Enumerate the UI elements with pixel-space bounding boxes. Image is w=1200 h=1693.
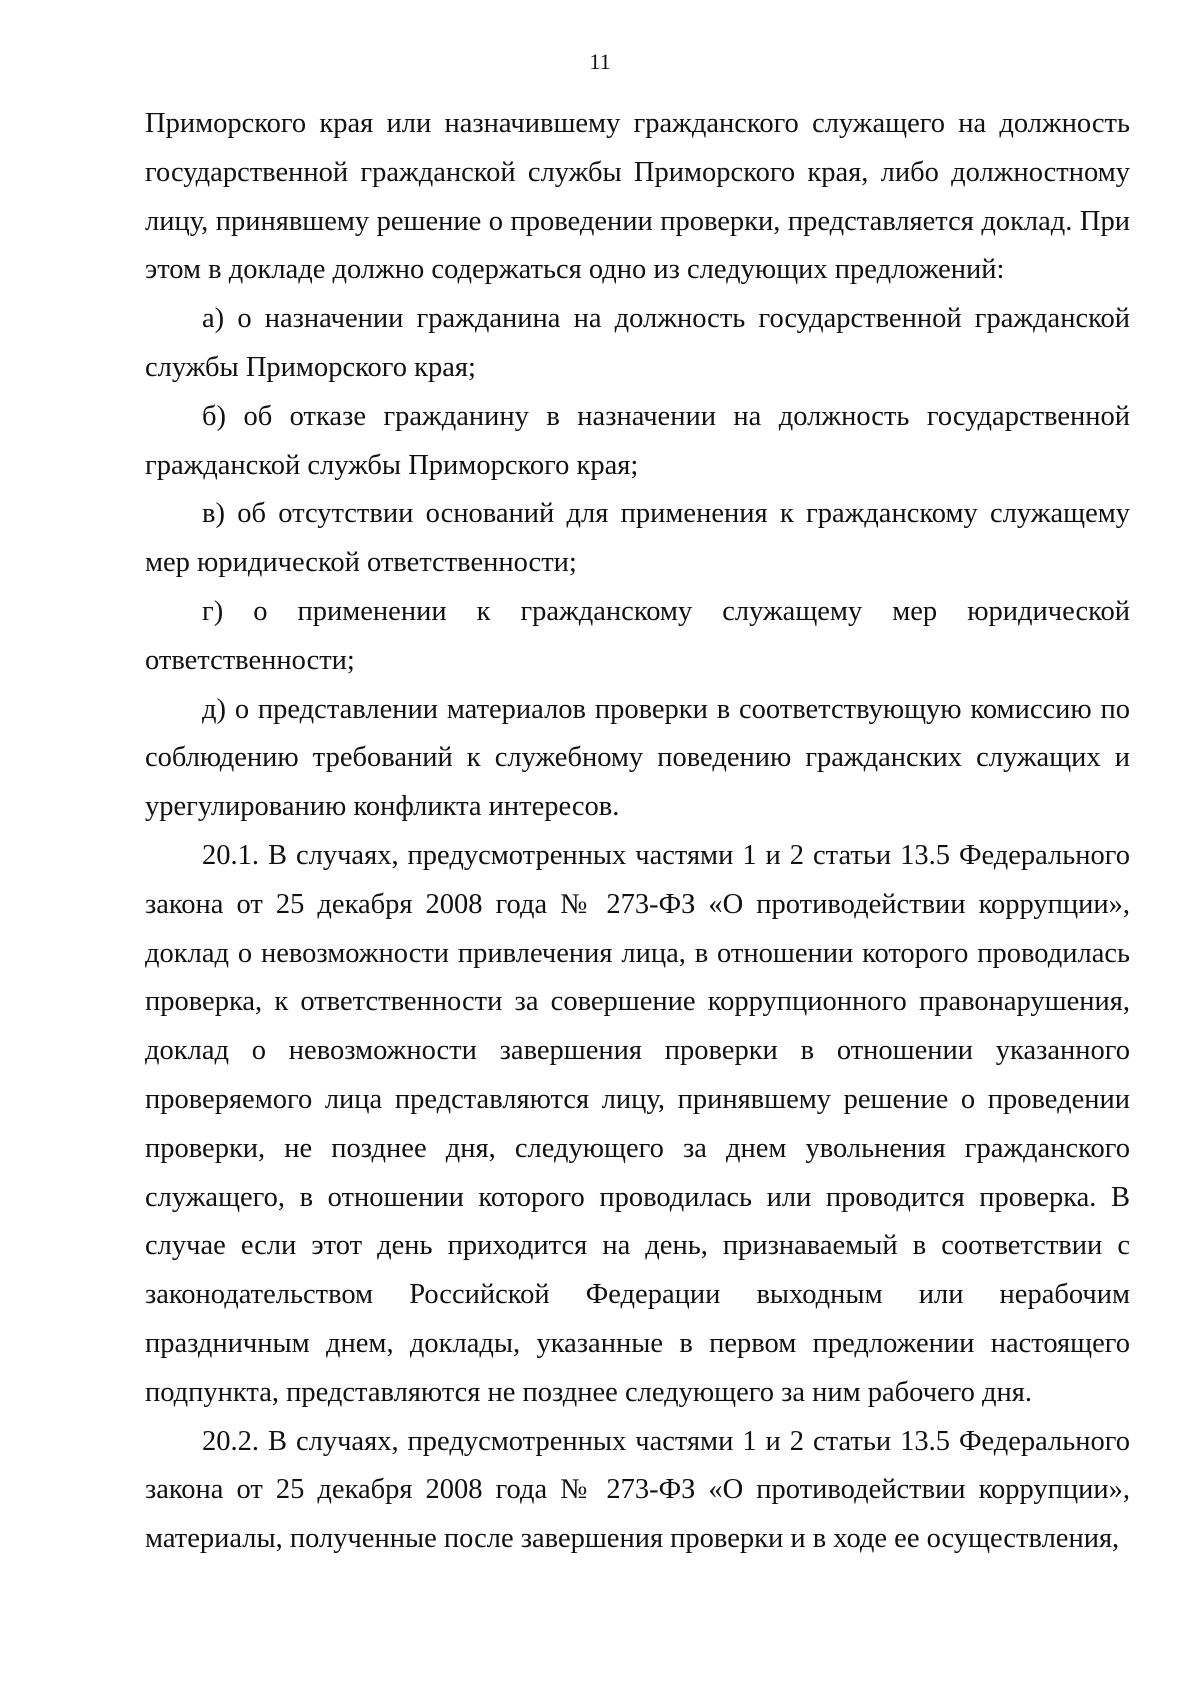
paragraph-item-d: д) о представлении материалов проверки в соответствующую комиссию по соблюдению требований к служебному поведению гражданских служащих и урегулированию конфликта интересов. xyxy=(145,693,1130,823)
paragraph-continuation: Приморского края или назначившему гражданского служащего на должность государственной гражданской службы Приморского края, либо должностному лицу, принявшему решение о проведении проверки, представляется доклад. При этом в докладе должно содержаться одно из следующих предложений: xyxy=(145,108,1130,286)
paragraph-item-v: в) об отсутствии оснований для применения к гражданскому служащему мер юридической ответственности; xyxy=(145,498,1130,579)
paragraph-item-g: г) о применении к гражданскому служащему мер юридической ответственности; xyxy=(145,595,1130,676)
paragraph-20-1: 20.1. В случаях, предусмотренных частями 1 и 2 статьи 13.5 Федерального закона от 25 декабря 2008 года № 273-ФЗ «О противодействии коррупции», доклад о невозможности привлечения лица, в отношении которого проводилась проверка, к ответственности за совершение коррупционного правонарушения, доклад о невозможности завершения проверки в отношении указанного проверяемого лица представляются лицу, принявшему решение о проведении проверки, не позднее дня, следующего за днем увольнения гражданского служащего, в отношении которого проводилась или проводится проверка. В случае если этот день приходится на день, признаваемый в соответствии с законодательством Российской Федерации выходным или нерабочим праздничным днем, доклады, указанные в первом предложении настоящего подпункта, представляются не позднее следующего за ним рабочего дня. xyxy=(145,839,1130,1408)
paragraph-item-a: а) о назначении гражданина на должность государственной гражданской службы Приморского края; xyxy=(145,303,1130,383)
page-number: 11 xyxy=(589,49,611,74)
paragraph-20-2: 20.2. В случаях, предусмотренных частями 1 и 2 статьи 13.5 Федерального закона от 25 декабря 2008 года № 273-ФЗ «О противодействии коррупции», материалы, полученные после завершения проверки и в ходе ее осуществления, xyxy=(145,1425,1130,1555)
paragraph-item-b: б) об отказе гражданину в назначении на должность государственной гражданской службы Приморского края; xyxy=(145,400,1130,481)
document-body xyxy=(145,100,1130,1564)
